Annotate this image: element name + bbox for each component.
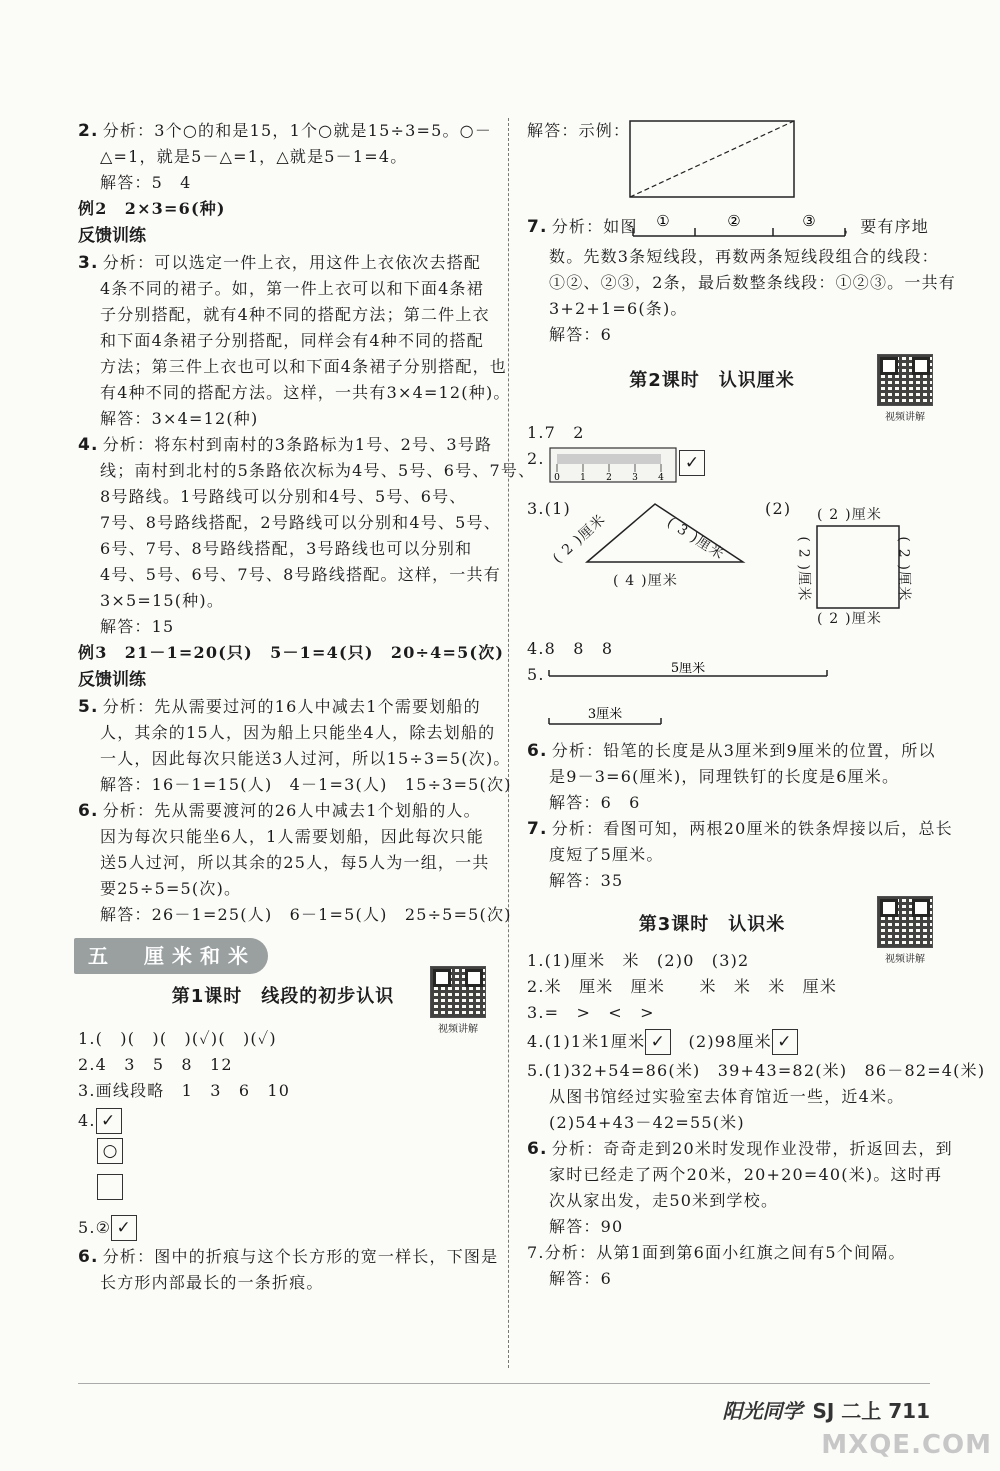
qr-code-icon bbox=[877, 354, 933, 406]
segment-5cm-label: 5厘米 bbox=[670, 662, 706, 676]
checkmark-box: ✓ bbox=[772, 1029, 798, 1055]
example-3: 例3 21－1=20(只) 5－1=4(只) 20÷4=5(次) bbox=[78, 643, 505, 662]
ruler-label: 3 bbox=[632, 473, 638, 483]
qr-code[interactable] bbox=[877, 896, 933, 965]
qr-caption: 视频讲解 bbox=[885, 412, 925, 423]
segment-label-3: ③ bbox=[802, 212, 816, 230]
qr-caption: 视频讲解 bbox=[438, 1024, 478, 1035]
checkmark-box: ✓ bbox=[111, 1215, 137, 1241]
l2-q6-line: 6. 分析：铅笔的长度是从3厘米到9厘米的位置，所以 bbox=[527, 741, 936, 761]
q3-line: 有4种不同的搭配方法。这样，一共有3×4=12(种)。 bbox=[100, 383, 511, 402]
square-top-label: ( 2 )厘米 bbox=[817, 507, 883, 523]
checkmark-box: ✓ bbox=[679, 450, 705, 476]
l2-q7-answer: 解答：35 bbox=[549, 871, 624, 890]
segments-diagram bbox=[547, 662, 837, 738]
q3-line: 子分别搭配，就有4种不同的搭配方法；第二件上衣 bbox=[100, 305, 490, 324]
l2-q2: 2. 0 1 2 3 4 ✓ bbox=[527, 446, 937, 490]
l1-q5: 5.② ✓ bbox=[78, 1212, 488, 1244]
l3-q5-line1: 5.(1)32+54=86(米) 39+43=82(米) 86－82=4(米) bbox=[527, 1061, 986, 1080]
l3-q5-line3: (2)54+43－42=55(米) bbox=[549, 1113, 745, 1132]
l2-q7-line: 7. 分析：看图可知，两根20厘米的铁条焊接以后，总长 bbox=[527, 819, 953, 839]
l3-q6-line: 6. 分析：奇奇走到20米时发现作业没带，折返回去，到 bbox=[527, 1139, 953, 1159]
q6-line: 因为每次只能坐6人，1人需要划船，因此每次只能 bbox=[100, 827, 484, 846]
triangle-bottom-label: ( 4 )厘米 bbox=[613, 573, 679, 589]
segment-label-2: ② bbox=[727, 212, 741, 230]
square-left-label: ( 2 )厘米 bbox=[795, 536, 812, 602]
feedback-heading-1: 反馈训练 bbox=[78, 226, 146, 246]
q2-line2: △=1，就是5－△=1，△就是5－1=4。 bbox=[100, 147, 408, 166]
l2-q1: 1.7 2 bbox=[527, 423, 585, 442]
q4-line: 8号路线。1号路线可以分别和4号、5号、6号、 bbox=[100, 487, 467, 506]
l1-q4: 4. ✓ bbox=[78, 1104, 488, 1138]
l3-q6-answer: 解答：90 bbox=[549, 1217, 624, 1236]
q7-header: 7. 分析：如图 ① ② ③ ，要有序地 bbox=[527, 210, 937, 244]
l3-q3: 3.= > < > bbox=[527, 1003, 655, 1022]
q3-line: 4条不同的裙子。如，第一件上衣可以和下面4条裙 bbox=[100, 279, 484, 298]
brand-logo: 阳光同学 bbox=[722, 1399, 803, 1423]
l3-q7: 7.分析：从第1面到第6面小红旗之间有5个间隔。 bbox=[527, 1243, 906, 1262]
l1-q2: 2.4 3 5 8 12 bbox=[78, 1055, 233, 1074]
rect-fold-diagram bbox=[629, 120, 799, 202]
checkmark-box: ✓ bbox=[96, 1108, 122, 1134]
right-column bbox=[527, 118, 986, 1292]
l1-q6-line: 6. 分析：图中的折痕与这个长方形的宽一样长，下图是 bbox=[78, 1247, 499, 1267]
l3-q6-line: 家时已经走了两个20米，20+20=40(米)。这时再 bbox=[549, 1165, 943, 1184]
q4-line: 7号、8号路线搭配，2号路线可以分别和4号、5号、 bbox=[100, 513, 501, 532]
q6-line: 送5人过河，所以其余的25人，每5人为一组，一共 bbox=[100, 853, 490, 872]
rect-example-label: 解答：示例： bbox=[527, 121, 631, 140]
l3-q4: 4.(1)1米1厘米 ✓ (2)98厘米 ✓ bbox=[527, 1026, 937, 1058]
qr-code[interactable] bbox=[430, 966, 486, 1035]
feedback-heading-2: 反馈训练 bbox=[78, 670, 146, 690]
l2-q6-line: 是9－3=6(厘米)，同理铁钉的长度是6厘米。 bbox=[549, 767, 900, 786]
l1-q6-line: 长方形内部最长的一条折痕。 bbox=[100, 1273, 324, 1292]
q7-answer: 解答：6 bbox=[549, 325, 612, 344]
ruler-label: 2 bbox=[606, 473, 612, 483]
lesson2-title: 第2课时 认识厘米 bbox=[629, 370, 795, 391]
rect-example bbox=[527, 118, 937, 204]
l1-q4-box2 bbox=[78, 1138, 488, 1174]
square-bottom-label: ( 2 )厘米 bbox=[817, 611, 883, 627]
example-2: 例2 2×3=6(种) bbox=[78, 199, 226, 218]
circle-box: ○ bbox=[97, 1138, 123, 1164]
l2-q6-answer: 解答：6 6 bbox=[549, 793, 641, 812]
ruler-label: 4 bbox=[658, 473, 664, 483]
q4-line: 4号、5号、6号、7号、8号路线搭配。这样，一共有 bbox=[100, 565, 501, 584]
ruler-label: 1 bbox=[580, 473, 586, 483]
l3-q7-answer: 解答：6 bbox=[549, 1269, 612, 1288]
q6-line: 6. 分析：先从需要渡河的26人中减去1个划船的人。 bbox=[78, 801, 481, 821]
q3-line: 和下面4条裙子分别搭配，同样会有4种不同的搭配 bbox=[100, 331, 484, 350]
lesson1-header bbox=[78, 980, 488, 1035]
empty-box bbox=[97, 1174, 123, 1200]
lesson2-header bbox=[527, 354, 937, 423]
lesson3-title: 第3课时 认识米 bbox=[638, 914, 786, 935]
l3-q1: 1.(1)厘米 米 (2)0 (3)2 bbox=[527, 951, 750, 970]
segment-diagram bbox=[631, 210, 851, 244]
q6-answer: 解答：26－1=25(人) 6－1=5(人) 25÷5=5(次) bbox=[100, 905, 512, 924]
segment-label-1: ① bbox=[656, 212, 670, 230]
l2-q3: 3.(1) ( 2 )厘米 ( 3 )厘米 ( 4 )厘米 (2) ( 2 )厘米 ( 2 )厘米 ( 2 )厘米 ( 2 )厘米 bbox=[527, 496, 937, 636]
qr-code-icon bbox=[430, 966, 486, 1018]
watermark: MXQE.COM bbox=[821, 1430, 992, 1460]
l1-q3: 3.画线段略 1 3 6 10 bbox=[78, 1081, 291, 1100]
q4-line: 6号、7号、8号路线搭配，3号路线也可以分别和 bbox=[100, 539, 473, 558]
lesson1-title: 第1课时 线段的初步认识 bbox=[171, 986, 395, 1007]
l1-q1: 1.( )( )( )(✓)( )(✓) bbox=[78, 1029, 277, 1048]
q5-line: 5. 分析：先从需要过河的16人中减去1个需要划船的 bbox=[78, 697, 481, 717]
page-number: SJ 二上 711 bbox=[812, 1399, 930, 1423]
l2-q4: 4.8 8 8 bbox=[527, 639, 614, 658]
qr-code-icon bbox=[877, 896, 933, 948]
l3-q5-line2: 从图书馆经过实验室去体育馆近一些，近4米。 bbox=[549, 1087, 905, 1106]
q3-answer: 解答：3×4=12(种) bbox=[100, 409, 259, 428]
checkmark-box: ✓ bbox=[645, 1029, 671, 1055]
q3-line: 方法；第三件上衣也可以和下面4条裙子分别搭配，也 bbox=[100, 357, 507, 376]
l2-q5: 5. 5厘米 3厘米 bbox=[527, 662, 937, 738]
q5-line: 一人，因此每次只能送3人过河，所以15÷3=5(次)。 bbox=[100, 749, 511, 768]
l3-q6-line: 次从家出发，走50米到学校。 bbox=[549, 1191, 779, 1210]
qr-code[interactable] bbox=[877, 354, 933, 423]
q7-line: 3+2+1=6(条)。 bbox=[549, 299, 688, 318]
q5-answer: 解答：16－1=15(人) 4－1=3(人) 15÷3=5(次) bbox=[100, 775, 512, 794]
q2-answer: 解答：5 4 bbox=[100, 173, 192, 192]
qr-caption: 视频讲解 bbox=[885, 954, 925, 965]
square-right-label: ( 2 )厘米 bbox=[895, 536, 912, 602]
q7-line: 数。先数3条短线段，再数两条短线段组合的线段： bbox=[549, 247, 939, 266]
q4-line: 线；南村到北村的5条路依次标为4号、5号、6号、7号、 bbox=[100, 461, 536, 480]
l2-q7-line: 度短了5厘米。 bbox=[549, 845, 664, 864]
q4-line: 3×5=15(种)。 bbox=[100, 591, 225, 610]
q5-line: 人，其余的15人，因为船上只能坐4人，除去划船的 bbox=[100, 723, 496, 742]
unit-banner: 五 厘米和米 bbox=[74, 938, 268, 974]
footer-rule bbox=[78, 1383, 930, 1384]
triangle-left-label: ( 2 )厘米 bbox=[550, 511, 610, 567]
q4-line: 4. 分析：将东村到南村的3条路标为1号、2号、3号路 bbox=[78, 435, 493, 455]
q7-line: ①②、②③，2条，最后数整条线段：①②③。一共有 bbox=[549, 273, 956, 292]
q3-line: 3. 分析：可以选定一件上衣，用这件上衣依次去搭配 bbox=[78, 253, 482, 273]
q2-line1: 2. 分析：3个○的和是15，1个○就是15÷3=5。○－ bbox=[78, 121, 493, 141]
triangle-right-label: ( 3 )厘米 bbox=[663, 514, 728, 564]
l1-q4-box3 bbox=[78, 1174, 488, 1212]
ruler-diagram bbox=[549, 446, 679, 486]
footer bbox=[722, 1395, 930, 1424]
q6-line: 要25÷5=5(次)。 bbox=[100, 879, 242, 898]
column-divider bbox=[508, 118, 509, 1368]
l3-q2: 2.米 厘米 厘米 米 米 米 厘米 bbox=[527, 977, 838, 996]
left-column bbox=[78, 118, 536, 1296]
q4-answer: 解答：15 bbox=[100, 617, 175, 636]
segment-3cm-label: 3厘米 bbox=[587, 707, 623, 722]
ruler-label: 0 bbox=[554, 473, 560, 483]
